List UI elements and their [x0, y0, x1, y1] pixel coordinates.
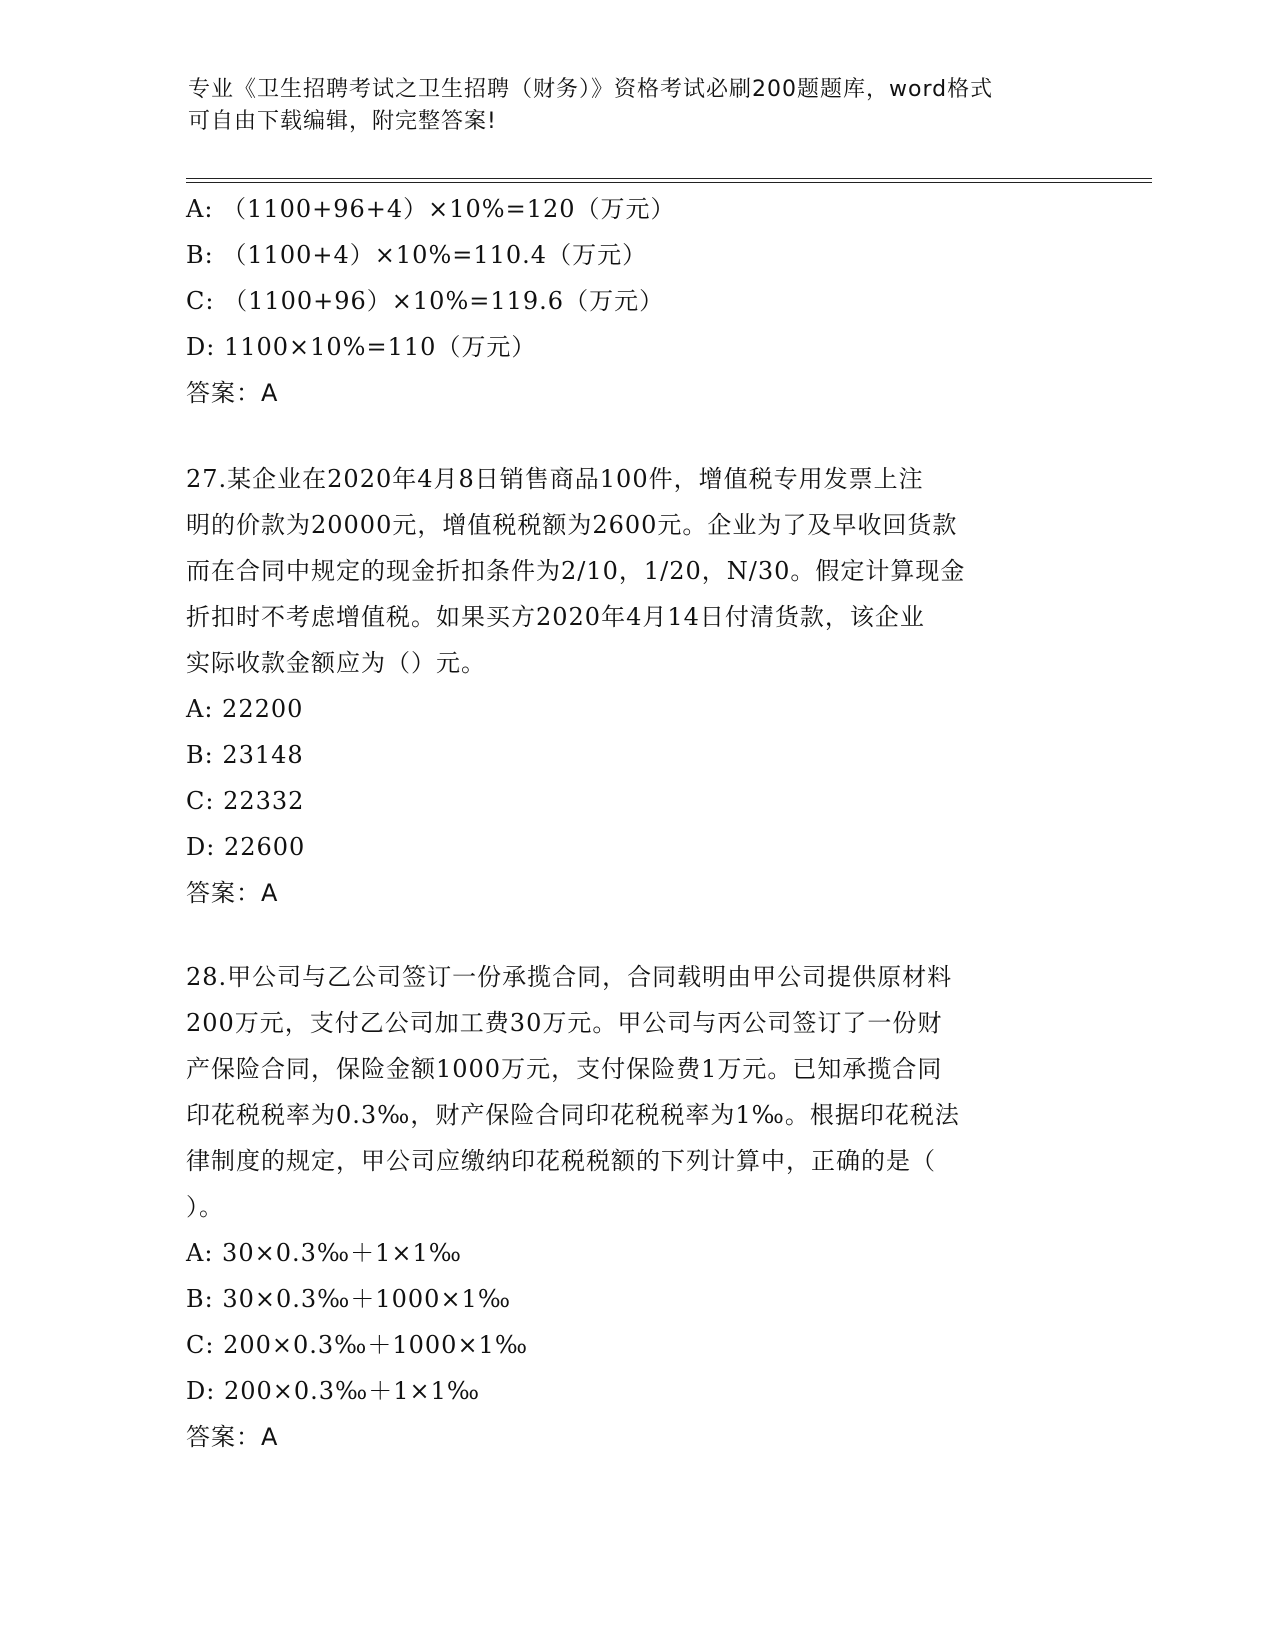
- question-28-line-2: 200万元，支付乙公司加工费30万元。甲公司与丙公司签订了一份财: [186, 1009, 943, 1037]
- header-line-2: 可自由下载编辑，附完整答案!: [188, 109, 497, 134]
- answer: 答案：A: [186, 1423, 279, 1451]
- option-d: D: 22600: [186, 833, 306, 861]
- question-27-block: [186, 456, 1086, 916]
- option-b: B: 23148: [186, 741, 304, 769]
- question-28-line-4: 印花税税率为0.3‰，财产保险合同印花税税率为1‰。根据印花税法: [186, 1101, 960, 1129]
- question-28-line-3: 产保险合同，保险金额1000万元，支付保险费1万元。已知承揽合同: [186, 1055, 943, 1083]
- header-divider-top: [186, 178, 1152, 179]
- header-line-1: 专业《卫生招聘考试之卫生招聘（财务）》资格考试必刷200题题库，word格式: [188, 77, 994, 102]
- option-b: B: （1100+4）×10%=110.4（万元）: [186, 241, 648, 269]
- question-26-block: [186, 186, 1086, 416]
- option-c: C: 22332: [186, 787, 305, 815]
- answer: 答案：A: [186, 879, 279, 907]
- option-c: C: （1100+96）×10%=119.6（万元）: [186, 287, 665, 315]
- question-28-line-5: 律制度的规定，甲公司应缴纳印花税税额的下列计算中，正确的是（: [186, 1147, 936, 1175]
- option-a: A: 22200: [186, 695, 304, 723]
- header-divider-bottom: [186, 182, 1152, 183]
- question-28-line-1: 28.甲公司与乙公司签订一份承揽合同，合同载明由甲公司提供原材料: [186, 963, 953, 991]
- option-a: A: 30×0.3‰＋1×1‰: [186, 1239, 462, 1267]
- option-d: D: 1100×10%=110（万元）: [186, 333, 537, 361]
- document-body: [186, 186, 1086, 1460]
- option-d: D: 200×0.3‰＋1×1‰: [186, 1377, 481, 1405]
- answer: 答案：A: [186, 379, 279, 407]
- option-b: B: 30×0.3‰＋1000×1‰: [186, 1285, 512, 1313]
- option-a: A: （1100+96+4）×10%=120（万元）: [186, 195, 676, 223]
- question-27-line-4: 折扣时不考虑增值税。如果买方2020年4月14日付清货款，该企业: [186, 603, 925, 631]
- document-header: [188, 74, 1068, 138]
- question-28-line-6: ）。: [186, 1193, 224, 1221]
- question-27-line-3: 而在合同中规定的现金折扣条件为2/10，1/20，N/30。假定计算现金: [186, 557, 966, 585]
- option-c: C: 200×0.3‰＋1000×1‰: [186, 1331, 529, 1359]
- question-27-line-2: 明的价款为20000元，增值税税额为2600元。企业为了及早收回货款: [186, 511, 958, 539]
- question-27-line-5: 实际收款金额应为（）元。: [186, 649, 486, 677]
- question-28-block: [186, 954, 1086, 1460]
- question-27-line-1: 27.某企业在2020年4月8日销售商品100件，增值税专用发票上注: [186, 465, 924, 493]
